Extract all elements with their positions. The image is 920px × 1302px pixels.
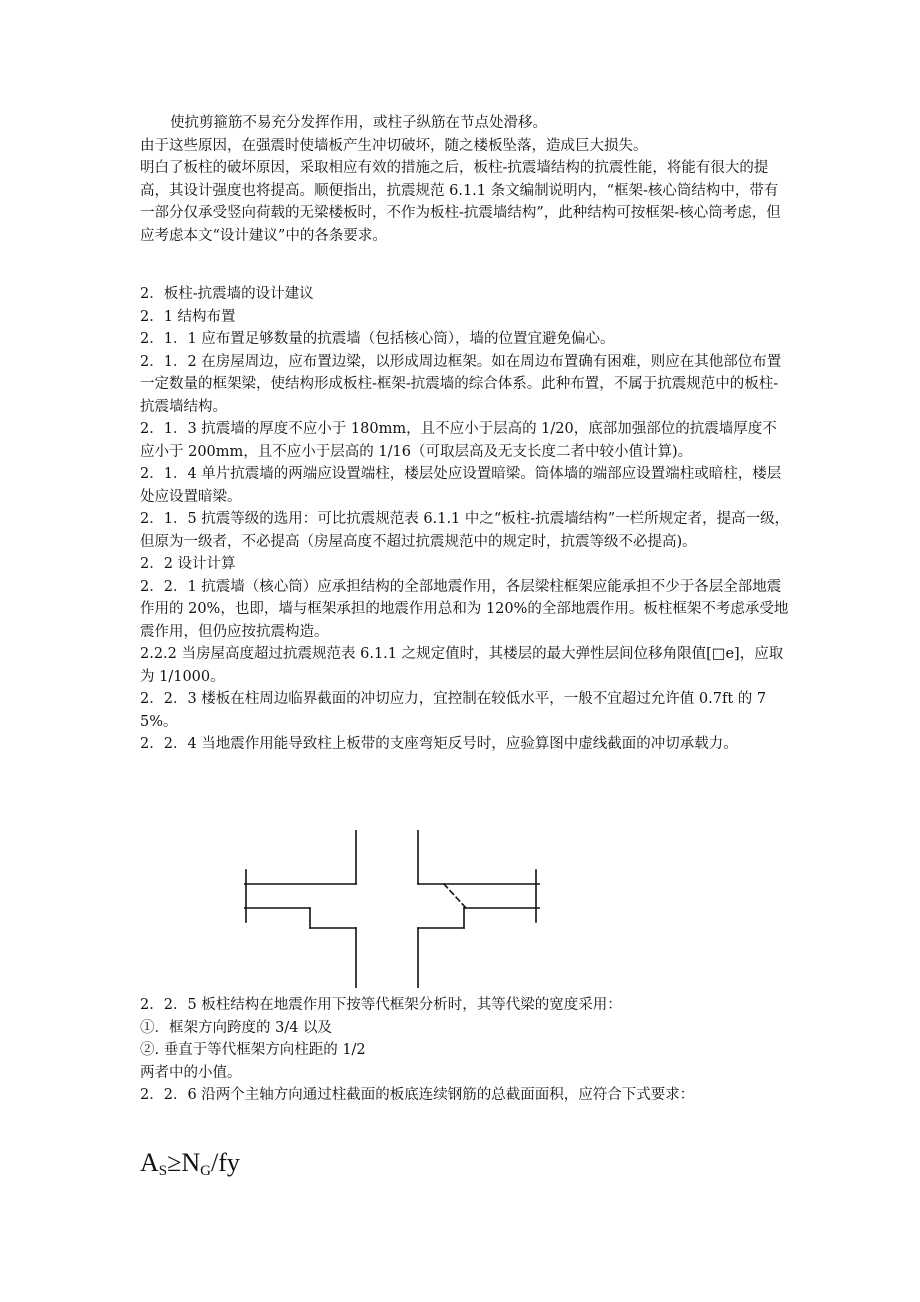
list-item-1: ①．框架方向跨度的 3/4 以及 (140, 1019, 333, 1036)
section-equivalent-frame (140, 994, 790, 1107)
clause-2-2-4: 2．2．4 当地震作用能导致柱上板带的支座弯矩反号时，应验算图中虚线截面的冲切承载力。 (140, 736, 738, 752)
clause-2-1-1: 2．1．1 应布置足够数量的抗震墙（包括核心筒），墙的位置宜避免偏心。 (140, 331, 615, 347)
clause-2-2-6: 2．2．6 沿两个主轴方向通过柱截面的板底连续钢筋的总截面面积，应符合下式要求： (140, 1087, 695, 1103)
section-design-suggestions (140, 283, 790, 756)
clause-2-1-4: 2．1．4 单片抗震墙的两端应设置端柱，楼层处应设置暗梁。筒体墙的端部应设置端柱或暗柱，楼层处应设置暗梁。 (140, 466, 782, 505)
formula-a: A (140, 1148, 159, 1177)
clause-2-1-3: 2．1．3 抗震墙的厚度不应小于 180mm，且不应小于层高的 1/20，底部加强部位的抗震墙厚度不应小于 200mm，且不应小于层高的 1/16（可取层高及无支长度二者中较小值计算)。 (140, 421, 777, 460)
formula-tail: /fy (211, 1148, 240, 1177)
heading-2-1: 2．1 结构布置 (140, 308, 236, 325)
clause-2-2-1: 2．2．1 抗震墙（核心筒）应承担结构的全部地震作用，各层梁柱框架应能承担不少于各层全部地震作用的 20%，也即，墙与框架承担的地震作用总和为 120%的全部地震作用。板柱框架不考虑承受地震作用，但仍应按抗震构造。 (140, 578, 789, 640)
formula-relation: ≥N (167, 1148, 201, 1177)
list-item-2: ②. 垂直于等代框架方向柱距的 1/2 (140, 1042, 366, 1058)
formula-a-subscript: S (158, 1163, 168, 1179)
critical-section-dashed-line (444, 884, 466, 908)
formula-as-ge-ng-fy (140, 1148, 240, 1186)
clause-2-2-3: 2．2．3 楼板在柱周边临界截面的冲切应力，宜控制在较低水平，一般不宜超过允许值 0.7ft 的 75%。 (140, 691, 767, 730)
paragraph: 由于这些原因，在强震时使墙板产生冲切破坏，随之楼板坠落，造成巨大损失。 (140, 137, 648, 154)
paragraph: 使抗剪箍筋不易充分发挥作用，或柱子纵筋在节点处滑移。 (170, 115, 547, 131)
list-conclusion: 两者中的小值。 (140, 1064, 242, 1081)
heading-2: 2．板柱-抗震墙的设计建议 (140, 286, 314, 302)
punching-shear-section-diagram (244, 830, 540, 988)
clause-2-2-5: 2．2．5 板柱结构在地震作用下按等代框架分析时，其等代梁的宽度采用： (140, 997, 622, 1013)
paragraph: 明白了板柱的破坏原因，采取相应有效的措施之后，板柱-抗震墙结构的抗震性能，将能有很大的提高，其设计强度也将提高。顺便指出，抗震规范 6.1.1 条文编制说明内，“框架-核心筒结构中，带有一部分仅承受竖向荷载的无梁楼板时，不作为板柱-抗震墙结构”，此种结构可按框架-核心筒考虑，但应考虑本文“设计建议”中的各条要求。 (140, 160, 781, 244)
section-intro (140, 112, 790, 247)
formula-n-subscript: G (200, 1163, 212, 1179)
clause-2-1-2: 2．1．2 在房屋周边，应布置边梁，以形成周边框架。如在周边布置确有困难，则应在其他部位布置一定数量的框架梁，使结构形成板柱-框架-抗震墙的综合体系。此种布置，不属于抗震规范中的板柱-抗震墙结构。 (140, 353, 782, 415)
clause-2-1-5: 2．1．5 抗震等级的选用：可比抗震规范表 6.1.1 中之“板柱-抗震墙结构”一栏所规定者，提高一级，但原为一级者，不必提高（房屋高度不超过抗震规范中的规定时，抗震等级不必提高)。 (140, 511, 790, 550)
clause-2-2-2: 2.2.2 当房屋高度超过抗震规范表 6.1.1 之规定值时，其楼层的最大弹性层间位移角限值[□e]，应取为 1/1000。 (140, 646, 784, 685)
heading-2-2: 2．2 设计计算 (140, 556, 236, 572)
